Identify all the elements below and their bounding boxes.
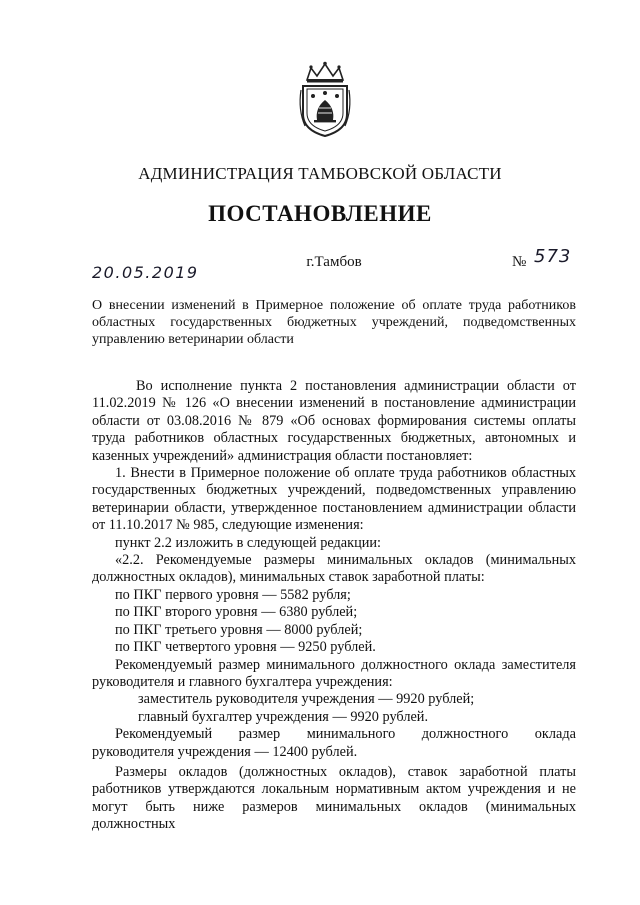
pkg-line-2: по ПКГ второго уровня — 6380 рублей; (115, 604, 358, 621)
point-paragraph: пункт 2.2 изложить в следующей редакции: (115, 534, 382, 551)
document-subject: О внесении изменений в Примерное положение об оплате труда работников областных государственных бюджетных учреждений, подведомственных управлению ветеринарии области (92, 298, 576, 347)
deputy-item-1: заместитель руководителя учреждения — 9920 рублей; (138, 691, 475, 708)
head-word-1: Рекомендуемый (115, 726, 213, 743)
document-type: ПОСТАНОВЛЕНИЕ (208, 201, 432, 226)
document-number: 573 (534, 246, 572, 267)
document-city: г.Тамбов (306, 254, 362, 270)
pkg-line-1: по ПКГ первого уровня — 5582 рубля; (115, 586, 351, 603)
head-salary-rest: руководителя учреждения — 12400 рублей. (92, 743, 358, 760)
deputy-item-2: главный бухгалтер учреждения — 9920 рублей. (138, 708, 429, 725)
pkg-line-3: по ПКГ третьего уровня — 8000 рублей; (115, 621, 363, 638)
head-salary-line (92, 726, 576, 743)
organization-title: АДМИНИСТРАЦИЯ ТАМБОВСКОЙ ОБЛАСТИ (138, 164, 502, 183)
quote-start-paragraph: «2.2. Рекомендуемые размеры минимальных окладов (минимальных должностных окладов), минимальных ставок заработной платы: (92, 552, 576, 586)
intro-paragraph: Во исполнение пункта 2 постановления администрации области от 11.02.2019 № 126 «О внесении изменений в постановление администрации области от 03.08.2016 № 879 «Об основах формирования системы оплаты труда работников областных государственных бюджетных, автономных и казенных учреждений» администрация области постановляет: (92, 378, 576, 464)
pkg-line-4: по ПКГ четвертого уровня — 9250 рублей. (115, 639, 376, 656)
document-number-label: № (512, 254, 527, 270)
head-word-2: размер (238, 726, 281, 743)
deputy-intro-paragraph: Рекомендуемый размер минимального должностного оклада заместителя руководителя и главного бухгалтера учреждения: (92, 656, 576, 690)
head-word-4: должностного (421, 726, 509, 743)
head-word-5: оклада (534, 726, 576, 743)
item-1-paragraph: 1. Внести в Примерное положение об оплате труда работников областных государственных бюджетных учреждений, подведомственных управлению ветеринарии области, утвержденное постановлением администрации области от 11.10.2017 № 985, следующие изменения: (92, 465, 576, 534)
document-body (92, 378, 576, 834)
head-word-3: минимального (306, 726, 396, 743)
salary-paragraph: Размеры окладов (должностных окладов), ставок заработной платы работников утверждаются локальным нормативным актом учреждения и не могут быть ниже размеров минимальных окладов (минимальных должностных (92, 763, 576, 833)
tambov-coat-of-arms-icon (297, 60, 353, 138)
document-date: 20.05.2019 (92, 263, 199, 282)
